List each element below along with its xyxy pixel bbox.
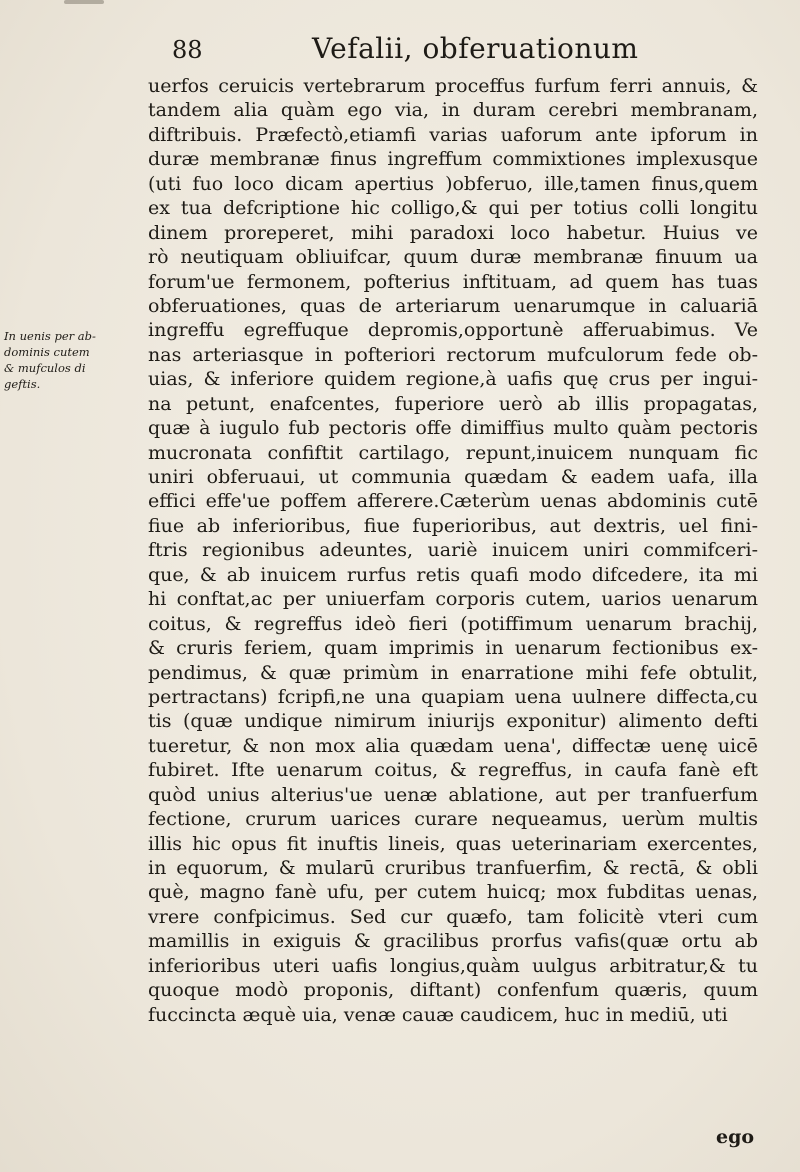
text-line: uerfos ceruicis vertebrarum proceffus furfum ferri annuis, & <box>148 75 758 97</box>
text-line: ftris regionibus adeuntes, uariè inuicem uniri commifceri- <box>148 539 758 562</box>
text-line: rò neutiquam obliuifcar, quum duræ membranæ finuum ua <box>148 246 758 269</box>
text-line: tis (quæ undique nimirum iniurijs exponitur) alimento defti <box>148 710 758 733</box>
text-line: pendimus, & quæ primùm in enarratione mihi fefe obtulit, <box>148 661 758 684</box>
text-line: coitus, & regreffus ideò fieri (potiffimum uenarum brachij, <box>148 612 758 635</box>
text-line: in equorum, & mularū cruribus tranfuerfim, & rectā, & obli <box>148 857 758 879</box>
page-header <box>150 30 770 70</box>
body-text <box>148 74 758 1027</box>
marginal-note-line: dominis cutem <box>4 345 90 359</box>
text-line: fubiret. Ifte uenarum coitus, & regreffus, in caufa fanè eft <box>148 759 758 782</box>
text-line: fuccincta æquè uia, venæ cauæ caudicem, huc in mediū, uti <box>148 1003 728 1026</box>
text-line: que, & ab inuicem rurfus retis quafi modo difcedere, ita mi <box>148 563 758 586</box>
text-line: quoque modò proponis, diftant) confenfum quæris, quum <box>148 979 758 1002</box>
text-line: effici effe'ue poffem afferere.Cæterùm uenas abdominis cutē <box>148 490 758 513</box>
text-line: uias, & inferiore quidem regione,à uafis quę crus per ingui- <box>148 368 758 391</box>
text-line: fiue ab inferioribus, fiue fuperioribus, aut dextris, uel fini- <box>148 514 758 537</box>
text-line: mamillis in exiguis & gracilibus prorfus vafis(quæ ortu ab <box>148 930 758 953</box>
text-line: què, magno fanè ufu, per cutem huicq; mox fubditas uenas, <box>148 881 758 904</box>
ink-smudge <box>64 0 104 4</box>
marginal-note-line: In uenis per ab- <box>4 329 96 343</box>
text-line: nas arteriasque in pofteriori rectorum mufculorum fede ob- <box>148 343 758 366</box>
running-head: Vefalii, obferuationum <box>312 32 639 65</box>
page-number: 88 <box>172 36 203 64</box>
catchword: ego <box>716 1126 755 1148</box>
text-line: uniri obferuaui, ut communia quædam & eadem uafa, illa <box>148 466 758 488</box>
text-line: pertractans) fcripfi,ne una quapiam uena uulnere diffecta,cu <box>148 685 758 708</box>
text-line: ingreffu egreffuque depromis,opportunè afferuabimus. Ve <box>148 319 758 342</box>
text-line: hi conftat,ac per uniuerfam corporis cutem, uarios uenarum <box>148 588 758 611</box>
text-line: quòd unius alterius'ue uenæ ablatione, aut per tranfuerfum <box>148 783 758 806</box>
text-line: illis hic opus fit inuftis lineis, quas ueterinariam exercentes, <box>148 832 758 855</box>
text-line: tandem alia quàm ego via, in duram cerebri membranam, <box>148 99 758 122</box>
text-line: quæ à iugulo fub pectoris offe dimiffius multo quàm pectoris <box>148 417 758 440</box>
text-line: duræ membranæ finus ingreffum commixtiones implexusque <box>148 148 758 171</box>
marginal-note <box>4 328 144 392</box>
text-line: mucronata confiftit cartilago, repunt,inuicem nunquam fic <box>148 441 758 464</box>
text-line: tueretur, & non mox alia quædam uena', diffectæ uenę uicē <box>148 734 758 757</box>
text-line: forum'ue fermonem, pofterius inftituam, ad quem has tuas <box>148 270 758 293</box>
text-line: obferuationes, quas de arteriarum uenarumque in caluariā <box>148 294 758 317</box>
marginal-note-line: geftis. <box>4 377 41 391</box>
text-line: vrere confpicimus. Sed cur quæfo, tam folicitè vteri cum <box>148 905 758 928</box>
text-line: (uti fuo loco dicam apertius )obferuo, ille,tamen finus,quem <box>148 172 758 195</box>
text-line: & cruris feriem, quam imprimis in uenarum fectionibus ex- <box>148 637 758 660</box>
text-line: dinem proreperet, mihi paradoxi loco habetur. Huius ve <box>148 221 758 244</box>
marginal-note-line: & mufculos di <box>4 361 86 375</box>
text-line: na petunt, enafcentes, fuperiore uerò ab illis propagatas, <box>148 392 758 415</box>
text-line: fectione, crurum uarices curare nequeamus, uerùm multis <box>148 808 758 831</box>
text-line: ex tua defcriptione hic colligo,& qui per totius colli longitu <box>148 197 758 220</box>
text-line: diftribuis. Præfectò,etiamfi varias uaforum ante ipforum in <box>148 123 758 146</box>
text-line: inferioribus uteri uafis longius,quàm uulgus arbitratur,& tu <box>148 954 758 977</box>
